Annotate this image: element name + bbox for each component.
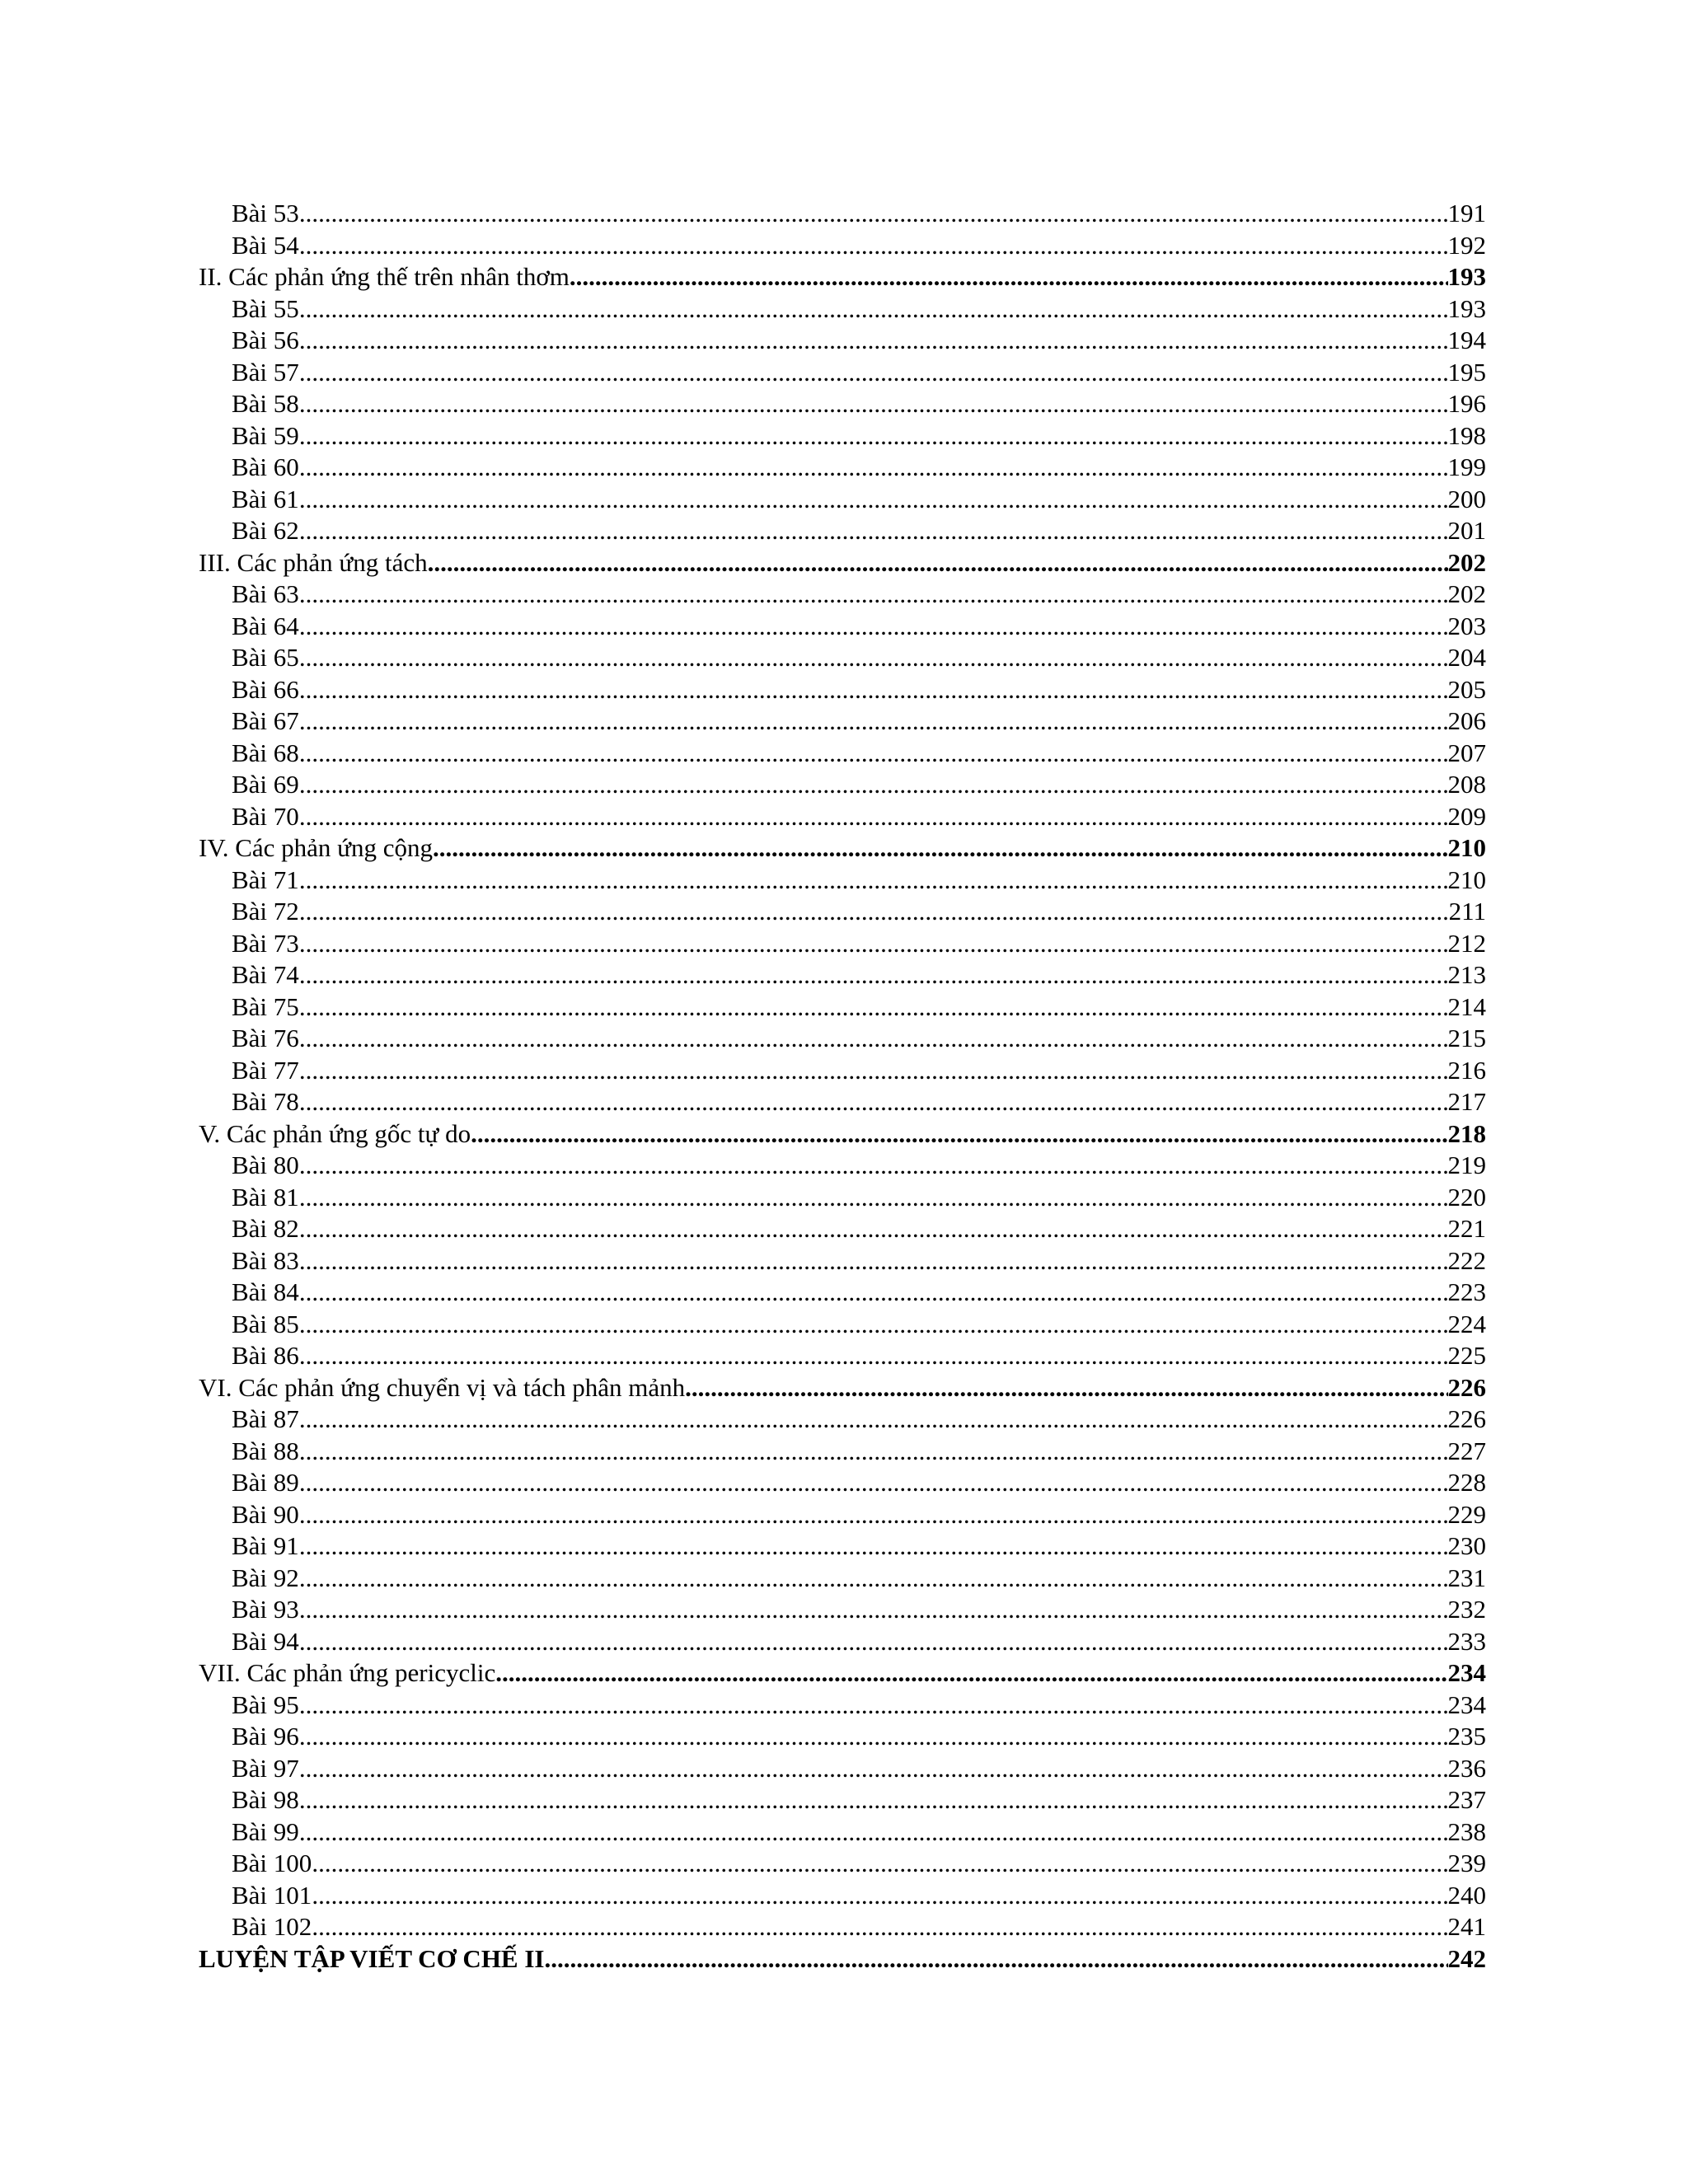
toc-entry-exercise[interactable] <box>199 1404 1486 1436</box>
toc-entry-exercise[interactable] <box>199 1182 1486 1214</box>
toc-entry-exercise[interactable] <box>199 1023 1486 1055</box>
toc-dot-leader <box>299 1626 1448 1658</box>
toc-dot-leader <box>299 1023 1448 1055</box>
toc-entry-exercise[interactable] <box>199 1784 1486 1816</box>
toc-entry-page-number: 230 <box>1447 1531 1486 1560</box>
toc-entry-exercise[interactable] <box>199 1721 1486 1753</box>
toc-entry-exercise[interactable] <box>199 293 1486 326</box>
toc-entry-label: Bài 101 <box>232 1880 312 1910</box>
toc-dot-leader <box>299 1530 1448 1563</box>
toc-entry-page-number: 222 <box>1447 1245 1486 1275</box>
toc-dot-leader <box>433 832 1448 865</box>
toc-entry-page-number: 209 <box>1447 801 1486 831</box>
toc-entry-page-number: 226 <box>1447 1404 1486 1433</box>
toc-dot-leader <box>299 1182 1448 1214</box>
toc-entry-section[interactable] <box>199 1657 1486 1690</box>
toc-entry-page-number: 220 <box>1447 1182 1486 1212</box>
toc-entry-exercise[interactable] <box>199 515 1486 547</box>
toc-entry-exercise[interactable] <box>199 1816 1486 1849</box>
toc-dot-leader <box>299 896 1449 928</box>
toc-entry-label: Bài 53 <box>232 199 299 227</box>
toc-dot-leader <box>299 1753 1448 1785</box>
toc-entry-label: Bài 73 <box>232 928 299 958</box>
toc-entry-page-number: 198 <box>1447 420 1486 450</box>
toc-entry-label: LUYỆN TẬP VIẾT CƠ CHẾ II <box>199 1943 545 1973</box>
toc-entry-page-number: 242 <box>1447 1943 1486 1973</box>
toc-entry-exercise[interactable] <box>199 865 1486 897</box>
toc-entry-exercise[interactable] <box>199 1055 1486 1087</box>
toc-entry-exercise[interactable] <box>199 579 1486 611</box>
toc-entry-exercise[interactable] <box>199 230 1486 262</box>
toc-entry-label: Bài 92 <box>232 1563 299 1592</box>
toc-entry-exercise[interactable] <box>199 1563 1486 1595</box>
toc-entry-label: Bài 72 <box>232 897 299 926</box>
toc-entry-exercise[interactable] <box>199 642 1486 674</box>
toc-entry-page-number: 214 <box>1447 991 1486 1021</box>
toc-entry-label: Bài 65 <box>232 643 299 672</box>
toc-entry-label: Bài 98 <box>232 1785 299 1814</box>
toc-entry-label: Bài 74 <box>232 960 299 989</box>
toc-entry-exercise[interactable] <box>199 1499 1486 1531</box>
toc-entry-exercise[interactable] <box>199 388 1486 420</box>
toc-dot-leader <box>299 1277 1448 1309</box>
toc-entry-exercise[interactable] <box>199 1150 1486 1182</box>
toc-dot-leader <box>570 261 1448 293</box>
toc-entry-label: Bài 71 <box>232 865 299 894</box>
toc-entry-label: Bài 99 <box>232 1816 299 1846</box>
toc-entry-exercise[interactable] <box>199 1911 1486 1943</box>
toc-entry-label: VII. Các phản ứng pericyclic <box>199 1658 496 1687</box>
toc-dot-leader <box>299 230 1448 262</box>
toc-dot-leader <box>299 1721 1448 1753</box>
toc-entry-page-number: 234 <box>1447 1690 1486 1719</box>
toc-entry-label: Bài 85 <box>232 1309 299 1338</box>
toc-dot-leader <box>312 1848 1447 1880</box>
toc-entry-exercise[interactable] <box>199 452 1486 484</box>
toc-entry-label: Bài 66 <box>232 674 299 704</box>
toc-entry-page-number: 232 <box>1447 1595 1486 1624</box>
toc-dot-leader <box>299 642 1448 674</box>
toc-entry-page-number: 224 <box>1447 1309 1486 1338</box>
toc-entry-exercise[interactable] <box>199 1626 1486 1658</box>
toc-entry-exercise[interactable] <box>199 1436 1486 1468</box>
toc-entry-page-number: 192 <box>1447 230 1486 260</box>
toc-entry-exercise[interactable] <box>199 738 1486 770</box>
toc-dot-leader <box>299 1150 1448 1182</box>
toc-entry-page-number: 208 <box>1447 770 1486 799</box>
toc-dot-leader <box>312 1911 1447 1943</box>
toc-entry-page-number: 195 <box>1447 357 1486 387</box>
toc-entry-label: Bài 84 <box>232 1277 299 1306</box>
toc-entry-exercise[interactable] <box>199 991 1486 1024</box>
toc-entry-exercise[interactable] <box>199 1340 1486 1372</box>
toc-entry-label: Bài 86 <box>232 1341 299 1370</box>
toc-dot-leader <box>299 1245 1448 1277</box>
toc-entry-page-number: 203 <box>1447 611 1486 640</box>
toc-dot-leader <box>299 1690 1448 1722</box>
toc-dot-leader <box>299 452 1448 484</box>
toc-dot-leader <box>299 1594 1448 1626</box>
toc-entry-page-number: 225 <box>1447 1341 1486 1370</box>
toc-entry-label: Bài 97 <box>232 1753 299 1783</box>
toc-entry-page-number: 234 <box>1447 1658 1486 1687</box>
toc-dot-leader <box>299 738 1448 770</box>
toc-dot-leader <box>299 1309 1448 1341</box>
toc-entry-page-number: 193 <box>1447 262 1486 291</box>
toc-entry-exercise[interactable] <box>199 801 1486 833</box>
toc-entry-label: Bài 61 <box>232 484 299 513</box>
toc-entry-label: III. Các phản ứng tách <box>199 547 428 577</box>
toc-entry-chapter[interactable] <box>199 1943 1486 1975</box>
toc-entry-exercise[interactable] <box>199 1277 1486 1309</box>
toc-entry-label: Bài 89 <box>232 1468 299 1497</box>
toc-entry-exercise[interactable] <box>199 1245 1486 1277</box>
toc-dot-leader <box>299 1467 1448 1499</box>
toc-entry-page-number: 231 <box>1447 1563 1486 1592</box>
toc-entry-label: Bài 81 <box>232 1182 299 1212</box>
toc-dot-leader <box>544 1943 1447 1975</box>
toc-entry-page-number: 210 <box>1447 833 1486 862</box>
toc-entry-label: IV. Các phản ứng cộng <box>199 833 433 862</box>
toc-entry-exercise[interactable] <box>199 198 1486 230</box>
toc-entry-page-number: 238 <box>1447 1816 1486 1846</box>
toc-entry-page-number: 233 <box>1447 1626 1486 1656</box>
toc-dot-leader <box>495 1657 1447 1690</box>
toc-dot-leader <box>299 959 1448 991</box>
toc-entry-page-number: 227 <box>1447 1436 1486 1465</box>
toc-entry-label: Bài 60 <box>232 452 299 481</box>
toc-dot-leader <box>299 1499 1448 1531</box>
toc-entry-label: Bài 56 <box>232 326 299 354</box>
toc-entry-exercise[interactable] <box>199 1880 1486 1912</box>
toc-entry-section[interactable] <box>199 832 1486 865</box>
toc-entry-exercise[interactable] <box>199 705 1486 738</box>
toc-dot-leader <box>299 1784 1448 1816</box>
toc-entry-label: Bài 59 <box>232 420 299 450</box>
toc-entry-exercise[interactable] <box>199 769 1486 801</box>
toc-dot-leader <box>299 928 1448 960</box>
toc-entry-page-number: 207 <box>1447 738 1486 767</box>
toc-entry-page-number: 201 <box>1447 516 1486 545</box>
toc-entry-page-number: 194 <box>1447 326 1486 354</box>
toc-entry-page-number: 196 <box>1447 389 1486 418</box>
toc-entry-exercise[interactable] <box>199 1848 1486 1880</box>
toc-entry-label: Bài 80 <box>232 1151 299 1179</box>
toc-dot-leader <box>471 1118 1447 1151</box>
toc-entry-label: Bài 102 <box>232 1912 312 1941</box>
toc-entry-exercise[interactable] <box>199 325 1486 357</box>
toc-dot-leader <box>299 1563 1448 1595</box>
toc-dot-leader <box>299 1404 1448 1436</box>
toc-entry-label: Bài 83 <box>232 1245 299 1275</box>
toc-dot-leader <box>299 1086 1448 1118</box>
toc-dot-leader <box>299 388 1448 420</box>
toc-dot-leader <box>299 293 1448 326</box>
toc-entry-label: Bài 54 <box>232 230 299 260</box>
toc-entry-page-number: 212 <box>1447 928 1486 958</box>
toc-entry-label: Bài 88 <box>232 1436 299 1465</box>
toc-entry-page-number: 202 <box>1447 547 1486 577</box>
toc-entry-page-number: 219 <box>1447 1151 1486 1179</box>
toc-entry-page-number: 221 <box>1447 1214 1486 1243</box>
toc-dot-leader <box>299 611 1448 643</box>
toc-dot-leader <box>299 1213 1448 1245</box>
toc-entry-page-number: 236 <box>1447 1753 1486 1783</box>
toc-entry-label: II. Các phản ứng thế trên nhân thơm <box>199 262 570 291</box>
toc-entry-page-number: 191 <box>1447 199 1486 227</box>
toc-entry-page-number: 237 <box>1447 1785 1486 1814</box>
toc-entry-section[interactable] <box>199 1372 1486 1404</box>
toc-entry-section[interactable] <box>199 547 1486 579</box>
toc-entry-exercise[interactable] <box>199 1594 1486 1626</box>
toc-dot-leader <box>299 1436 1448 1468</box>
toc-entry-page-number: 199 <box>1447 452 1486 481</box>
toc-entry-label: Bài 67 <box>232 706 299 735</box>
toc-entry-page-number: 241 <box>1447 1912 1486 1941</box>
toc-dot-leader <box>299 1816 1448 1849</box>
toc-entry-section[interactable] <box>199 1118 1486 1151</box>
toc-entry-label: Bài 69 <box>232 770 299 799</box>
table-of-contents <box>199 198 1486 1975</box>
toc-entry-label: Bài 75 <box>232 991 299 1021</box>
toc-entry-exercise[interactable] <box>199 1213 1486 1245</box>
toc-entry-page-number: 211 <box>1448 897 1486 926</box>
toc-entry-exercise[interactable] <box>199 420 1486 452</box>
toc-entry-exercise[interactable] <box>199 674 1486 706</box>
toc-dot-leader <box>299 515 1448 547</box>
toc-dot-leader <box>299 769 1448 801</box>
toc-entry-label: Bài 57 <box>232 357 299 387</box>
toc-entry-label: Bài 90 <box>232 1499 299 1529</box>
toc-dot-leader <box>312 1880 1447 1912</box>
toc-entry-page-number: 218 <box>1447 1118 1486 1148</box>
toc-entry-page-number: 229 <box>1447 1499 1486 1529</box>
toc-dot-leader <box>299 579 1448 611</box>
toc-entry-page-number: 200 <box>1447 484 1486 513</box>
toc-entry-exercise[interactable] <box>199 1467 1486 1499</box>
toc-entry-page-number: 206 <box>1447 706 1486 735</box>
toc-dot-leader <box>685 1372 1447 1404</box>
toc-dot-leader <box>299 325 1448 357</box>
toc-dot-leader <box>299 991 1448 1024</box>
toc-entry-label: VI. Các phản ứng chuyển vị và tách phân mảnh <box>199 1372 686 1402</box>
toc-entry-page-number: 215 <box>1447 1024 1486 1052</box>
toc-entry-label: Bài 62 <box>232 516 299 545</box>
toc-entry-page-number: 204 <box>1447 643 1486 672</box>
toc-entry-label: Bài 63 <box>232 579 299 608</box>
toc-entry-label: Bài 68 <box>232 738 299 767</box>
toc-entry-exercise[interactable] <box>199 357 1486 389</box>
toc-entry-label: Bài 64 <box>232 611 299 640</box>
toc-dot-leader <box>299 198 1448 230</box>
toc-dot-leader <box>428 547 1448 579</box>
toc-entry-exercise[interactable] <box>199 959 1486 991</box>
toc-entry-label: V. Các phản ứng gốc tự do <box>199 1118 471 1148</box>
toc-entry-label: Bài 87 <box>232 1404 299 1433</box>
toc-entry-page-number: 213 <box>1447 960 1486 989</box>
toc-entry-section[interactable] <box>199 261 1486 293</box>
toc-entry-label: Bài 82 <box>232 1214 299 1243</box>
toc-entry-page-number: 205 <box>1447 674 1486 704</box>
toc-entry-label: Bài 76 <box>232 1024 299 1052</box>
toc-entry-exercise[interactable] <box>199 928 1486 960</box>
toc-entry-page-number: 216 <box>1447 1055 1486 1085</box>
toc-entry-page-number: 217 <box>1447 1087 1486 1116</box>
toc-entry-page-number: 228 <box>1447 1468 1486 1497</box>
toc-entry-label: Bài 58 <box>232 389 299 418</box>
toc-dot-leader <box>299 801 1448 833</box>
toc-dot-leader <box>299 1055 1448 1087</box>
toc-entry-exercise[interactable] <box>199 1086 1486 1118</box>
toc-entry-exercise[interactable] <box>199 896 1486 928</box>
toc-entry-exercise[interactable] <box>199 484 1486 516</box>
toc-dot-leader <box>299 357 1448 389</box>
toc-entry-exercise[interactable] <box>199 1690 1486 1722</box>
toc-entry-page-number: 223 <box>1447 1277 1486 1306</box>
toc-dot-leader <box>299 484 1448 516</box>
toc-dot-leader <box>299 1340 1448 1372</box>
toc-entry-label: Bài 95 <box>232 1690 299 1719</box>
toc-entry-exercise[interactable] <box>199 1309 1486 1341</box>
toc-dot-leader <box>299 674 1448 706</box>
toc-entry-label: Bài 94 <box>232 1626 299 1656</box>
toc-entry-page-number: 193 <box>1447 293 1486 323</box>
toc-entry-label: Bài 100 <box>232 1849 312 1877</box>
toc-entry-exercise[interactable] <box>199 1530 1486 1563</box>
toc-dot-leader <box>299 420 1448 452</box>
toc-entry-exercise[interactable] <box>199 1753 1486 1785</box>
toc-entry-page-number: 239 <box>1447 1849 1486 1877</box>
toc-entry-page-number: 210 <box>1447 865 1486 894</box>
toc-entry-exercise[interactable] <box>199 611 1486 643</box>
toc-entry-label: Bài 91 <box>232 1531 299 1560</box>
toc-entry-label: Bài 55 <box>232 293 299 323</box>
toc-dot-leader <box>299 865 1448 897</box>
toc-entry-page-number: 226 <box>1447 1372 1486 1402</box>
toc-entry-page-number: 235 <box>1447 1722 1486 1750</box>
toc-dot-leader <box>299 705 1448 738</box>
toc-entry-label: Bài 96 <box>232 1722 299 1750</box>
toc-entry-page-number: 240 <box>1447 1880 1486 1910</box>
toc-entry-label: Bài 70 <box>232 801 299 831</box>
toc-entry-label: Bài 78 <box>232 1087 299 1116</box>
toc-entry-label: Bài 77 <box>232 1055 299 1085</box>
toc-entry-page-number: 202 <box>1447 579 1486 608</box>
toc-entry-label: Bài 93 <box>232 1595 299 1624</box>
